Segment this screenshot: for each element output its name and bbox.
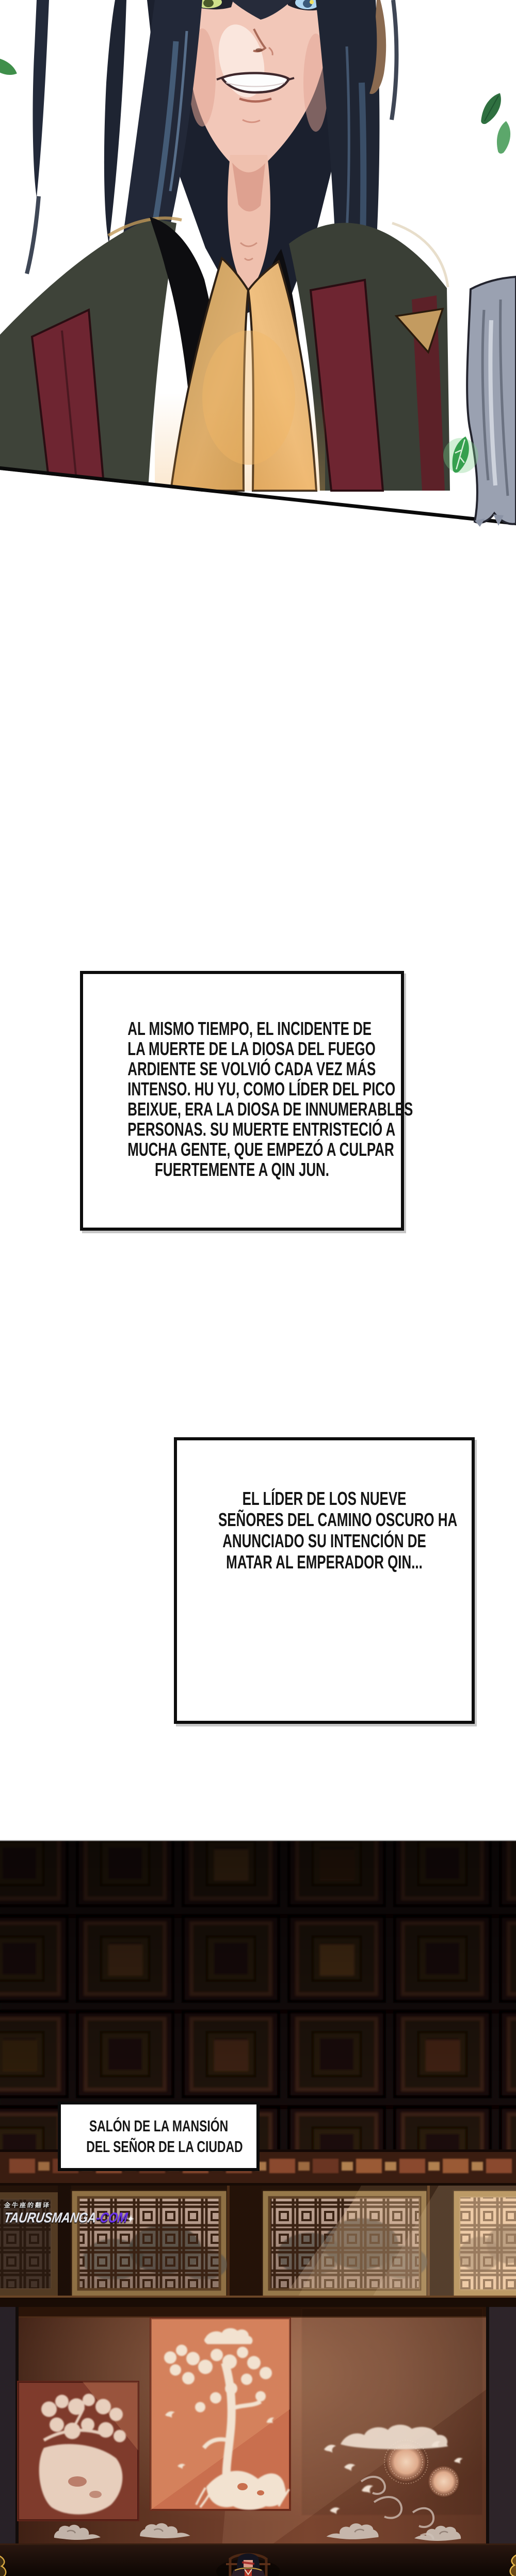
center-scroll-panel <box>151 2318 290 2510</box>
narration-line: AL MISMO TIEMPO, EL INCIDENTE DE <box>127 1018 372 1039</box>
location-label-line: SALÓN DE LA MANSIÓN <box>89 2117 229 2135</box>
narration-line: EL LÍDER DE LOS NUEVE <box>242 1488 407 1509</box>
narration-box <box>174 1437 475 1724</box>
narration-line: INTENSO. HU YU, COMO LÍDER DEL PICO <box>127 1078 396 1099</box>
narration-box <box>80 971 413 1231</box>
narration-line: FUERTEMENTE A QIN JUN. <box>155 1159 329 1180</box>
watermark-chinese-text: 金牛座的翻译 <box>4 2202 51 2209</box>
location-label-line: DEL SEÑOR DE LA CIUDAD <box>86 2138 243 2156</box>
narration-line: MUCHA GENTE, QUE EMPEZÓ A CULPAR <box>127 1139 394 1160</box>
narration-line: MATAR AL EMPERADOR QIN... <box>226 1551 423 1573</box>
hall-scene-panel <box>0 1840 516 2576</box>
narration-line: ARDIENTE SE VOLVIÓ CADA VEZ MÁS <box>127 1058 376 1079</box>
left-scroll-panel <box>18 2382 138 2520</box>
narration-line: BEIXUE, ERA LA DIOSA DE INNUMERABLES <box>127 1098 413 1120</box>
lattice-windows <box>0 2186 516 2309</box>
location-label <box>58 2101 260 2171</box>
right-wall-art <box>302 2308 482 2539</box>
watermark-site-name: TAURUSMANGA-COM✦ <box>3 2210 135 2225</box>
narration-line: ANUNCIADO SU INTENCIÓN DE <box>222 1530 426 1551</box>
sparkle-icon: ✦ <box>126 2214 135 2224</box>
top-illustration-panel <box>0 0 516 528</box>
narration-line: PERSONAS. SU MUERTE ENTRISTECIÓ A <box>127 1119 396 1140</box>
narration-line: LA MUERTE DE LA DIOSA DEL FUEGO <box>127 1038 376 1059</box>
narration-line: SEÑORES DEL CAMINO OSCURO HA <box>218 1509 458 1530</box>
